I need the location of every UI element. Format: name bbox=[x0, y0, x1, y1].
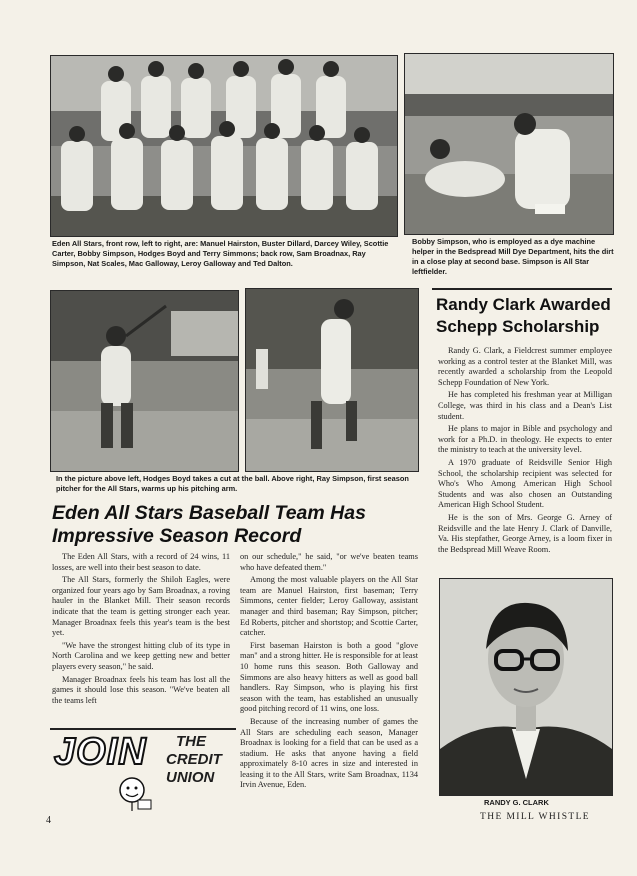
paragraph: The All Stars, formerly the Shiloh Eagles, were organized four years ago by Sam Broadnax, a roving hauler in the Blanket Mill. Their season records indicate that the team is getting stronger each year. Manager Broadnax feels this year's team is the best yet. bbox=[52, 575, 230, 638]
pitching-photo bbox=[245, 288, 419, 472]
team-photo bbox=[50, 55, 398, 237]
credit-union-ad bbox=[52, 732, 236, 814]
team-photo-caption: Eden All Stars, front row, left to right, are: Manuel Hairston, Buster Dillard, Darcey Wiley, Scottie Carter, Bobby Simpson, Hodges Boyd and Terry Simmons; back row, Sam Broadnax, Ray Simpson, Nat Scales, Mac Galloway, Leroy Galloway and Ted Dalton. bbox=[52, 239, 389, 268]
portrait-caption: RANDY G. CLARK bbox=[484, 798, 549, 807]
paragraph: Among the most valuable players on the All Star team are Manuel Hairston, first baseman; Terry Simmons, center fielder; Leroy Galloway, assistant manager and third baseman; Ray Simpson, pitcher; Ed Roberts, pitcher and shortstop; and Scottie Carter, catcher. bbox=[240, 575, 418, 638]
scholarship-top-rule bbox=[432, 288, 612, 290]
baseball-headline: Eden All Stars Baseball Team Has Impressive Season Record bbox=[52, 502, 366, 547]
scholarship-headline: Randy Clark Awarded Schepp Scholarship bbox=[436, 295, 611, 336]
paragraph: Randy G. Clark, a Fieldcrest summer employee working as a control tester at the Blanket Mill, was recently awarded a scholarship from the Leopold Schepp Foundation of New York. bbox=[438, 346, 612, 387]
ad-divider bbox=[50, 728, 236, 730]
paragraph: "We have the strongest hitting club of its type in North Carolina and we keep getting new and better players every season," he said. bbox=[52, 640, 230, 671]
paragraph: He plans to major in Bible and psychology and work for a Ph.D. in theology. He expects to enter the ministry to teach at the university level. bbox=[438, 424, 612, 455]
join-word: JOIN bbox=[54, 731, 147, 773]
ad-line-credit: CREDIT bbox=[166, 751, 222, 768]
ad-line-union: UNION bbox=[166, 769, 215, 786]
portrait-photo bbox=[439, 578, 613, 796]
page-number: 4 bbox=[46, 815, 51, 826]
paragraph: He has completed his freshman year at Milligan College, was third in his class and a Dean's List student. bbox=[438, 390, 612, 421]
ad-line-the: THE bbox=[176, 733, 206, 750]
paragraph: Manager Broadnax feels his team has lost all the games it should lose this season. "We've beaten all the teams left bbox=[52, 674, 230, 705]
publication-name: THE MILL WHISTLE bbox=[480, 812, 590, 822]
slide-photo bbox=[404, 53, 614, 235]
batting-pitching-caption: In the picture above left, Hodges Boyd takes a cut at the ball. Above right, Ray Simpson, first season pitcher for the All Stars, warms up his pitching arm. bbox=[56, 474, 409, 493]
batting-photo bbox=[50, 290, 239, 472]
paragraph: First baseman Hairston is both a good "glove man" and a strong hitter. He is responsible for at least 10 home runs this season. Both Galloway and Simmons are also heavy hitters as well as good ball handlers. Ray Simpson, who is playing his first season with the team, has established an unusually good pitching record of 11 wins, one loss. bbox=[240, 640, 418, 714]
paragraph: He is the son of Mrs. George G. Arney of Reidsville and the late Henry J. Clark of Danville, Va. His stepfather, George Arney, is a loom fixer in the Bedspread Mill Weave Room. bbox=[438, 512, 612, 554]
mascot-icon bbox=[118, 772, 152, 812]
paragraph: on our schedule," he said, "or we've beaten teams who have defeated them." bbox=[240, 552, 418, 572]
paragraph: A 1970 graduate of Reidsville Senior High School, the scholarship recipient was selected for Who's Who Among American High School Students and was also chosen an Outstanding American High School Student. bbox=[438, 457, 612, 510]
paragraph: Because of the increasing number of games the All Stars are scheduling each season, Manager Broadnax is looking for a field that can be used as a stadium. He asks that anyone having a field approximately 8-10 acres in size and interested in leasing it to the All Stars, write Sam Broadnax, 1134 Irvin Avenue, Eden. bbox=[240, 716, 418, 790]
slide-photo-caption: Bobby Simpson, who is employed as a dye machine helper in the Bedspread Mill Dye Department, hits the dirt in a close play at second base. Simpson is All Star leftfielder. bbox=[412, 237, 614, 276]
baseball-col1 bbox=[52, 552, 230, 708]
paragraph: The Eden All Stars, with a record of 24 wins, 11 losses, are well into their best season to date. bbox=[52, 552, 230, 572]
baseball-col2 bbox=[240, 552, 418, 793]
scholarship-body bbox=[438, 346, 612, 557]
